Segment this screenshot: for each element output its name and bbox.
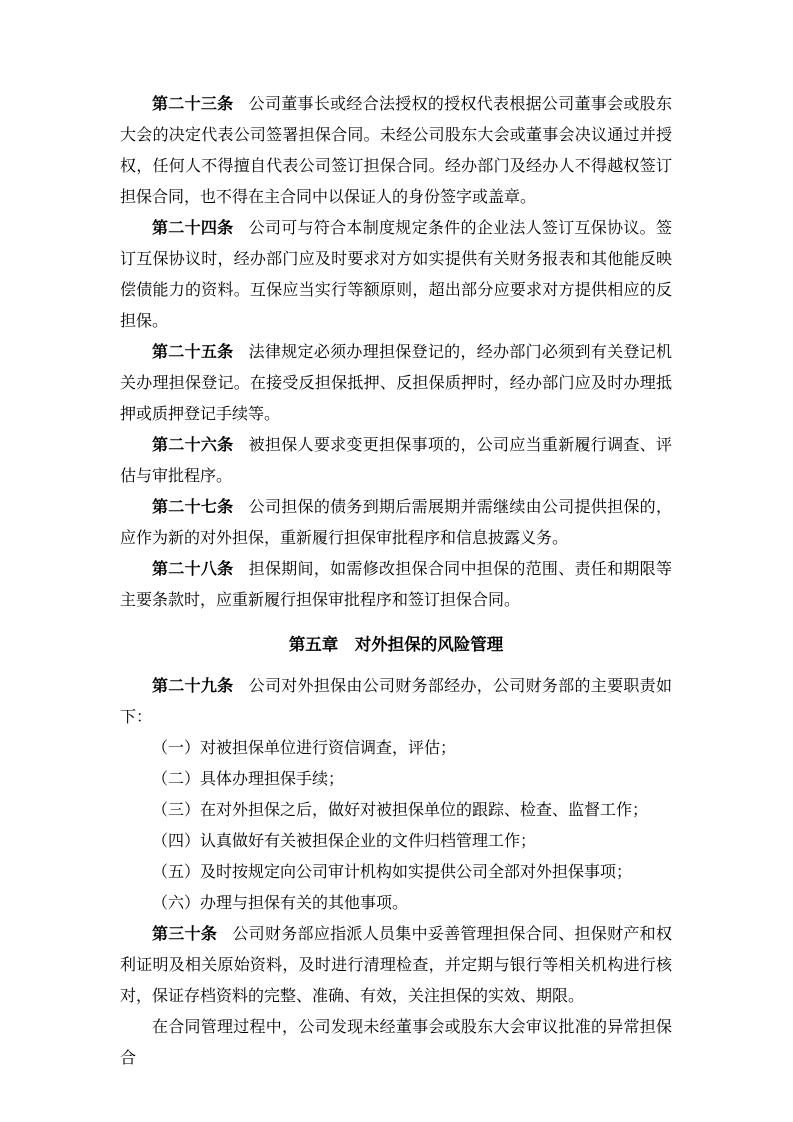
article-25-paragraph <box>120 337 672 430</box>
article-23-text: 公司董事长或经合法授权的授权代表根据公司董事会或股东大会的决定代表公司签署担保合同。未经公司股东大会或董事会决议通过并授权，任何人不得擅自代表公司签订担保合同。经办部门及经办人不得越权签订担保合同，也不得在主合同中以保证人的身份签字或盖章。 <box>120 96 672 206</box>
duty-list-item-4: （四）认真做好有关被担保企业的文件归档管理工作； <box>152 833 537 850</box>
article-29-number: 第二十九条 <box>152 678 234 695</box>
article-26-paragraph <box>120 430 672 492</box>
article-28-number: 第二十八条 <box>152 561 234 578</box>
duty-list-item-6: （六）办理与担保有关的其他事项。 <box>152 895 409 912</box>
article-23-paragraph <box>120 89 672 213</box>
article-25-number: 第二十五条 <box>152 344 234 361</box>
article-29-paragraph <box>120 671 672 733</box>
article-30-number: 第三十条 <box>152 926 218 943</box>
article-28-paragraph <box>120 554 672 616</box>
article-24-paragraph <box>120 213 672 337</box>
article-30-text: 公司财务部应指派人员集中妥善管理担保合同、担保财产和权利证明及相关原始资料，及时进行清理检查，并定期与银行等相关机构进行核对，保证存档资料的完整、准确、有效，关注担保的实效、期限。 <box>120 926 672 1005</box>
duty-list-item-2: （二）具体办理担保手续； <box>152 771 345 788</box>
article-27-paragraph <box>120 492 672 554</box>
article-26-text: 被担保人要求变更担保事项的，公司应当重新履行调查、评估与审批程序。 <box>120 437 672 485</box>
article-24-number: 第二十四条 <box>152 220 234 237</box>
duty-list-item-3: （三）在对外担保之后，做好对被担保单位的跟踪、检查、监督工作； <box>152 802 649 819</box>
chapter-5-heading: 第五章 对外担保的风险管理 <box>288 635 504 654</box>
closing-paragraph: 在合同管理过程中，公司发现未经董事会或股东大会审议批准的异常担保合 <box>120 1019 672 1067</box>
article-23-number: 第二十三条 <box>152 96 234 113</box>
article-27-number: 第二十七条 <box>152 499 234 516</box>
article-28-text: 担保期间，如需修改担保合同中担保的范围、责任和期限等主要条款时，应重新履行担保审批程序和签订担保合同。 <box>120 561 672 609</box>
article-26-number: 第二十六条 <box>152 437 234 454</box>
article-27-text: 公司担保的债务到期后需展期并需继续由公司提供担保的，应作为新的对外担保，重新履行担保审批程序和信息披露义务。 <box>120 499 672 547</box>
duty-list-item-1: （一）对被担保单位进行资信调查，评估； <box>152 740 457 757</box>
article-25-text: 法律规定必须办理担保登记的，经办部门必须到有关登记机关办理担保登记。在接受反担保抵押、反担保质押时，经办部门应及时办理抵押或质押登记手续等。 <box>120 344 672 423</box>
article-30-paragraph <box>120 919 672 1012</box>
article-24-text: 公司可与符合本制度规定条件的企业法人签订互保协议。签订互保协议时，经办部门应及时要求对方如实提供有关财务报表和其他能反映偿债能力的资料。互保应当实行等额原则，超出部分应要求对方提供相应的反担保。 <box>120 220 672 330</box>
article-29-text: 公司对外担保由公司财务部经办，公司财务部的主要职责如下： <box>120 678 672 726</box>
duty-list-item-5: （五）及时按规定向公司审计机构如实提供公司全部对外担保事项； <box>152 864 633 881</box>
